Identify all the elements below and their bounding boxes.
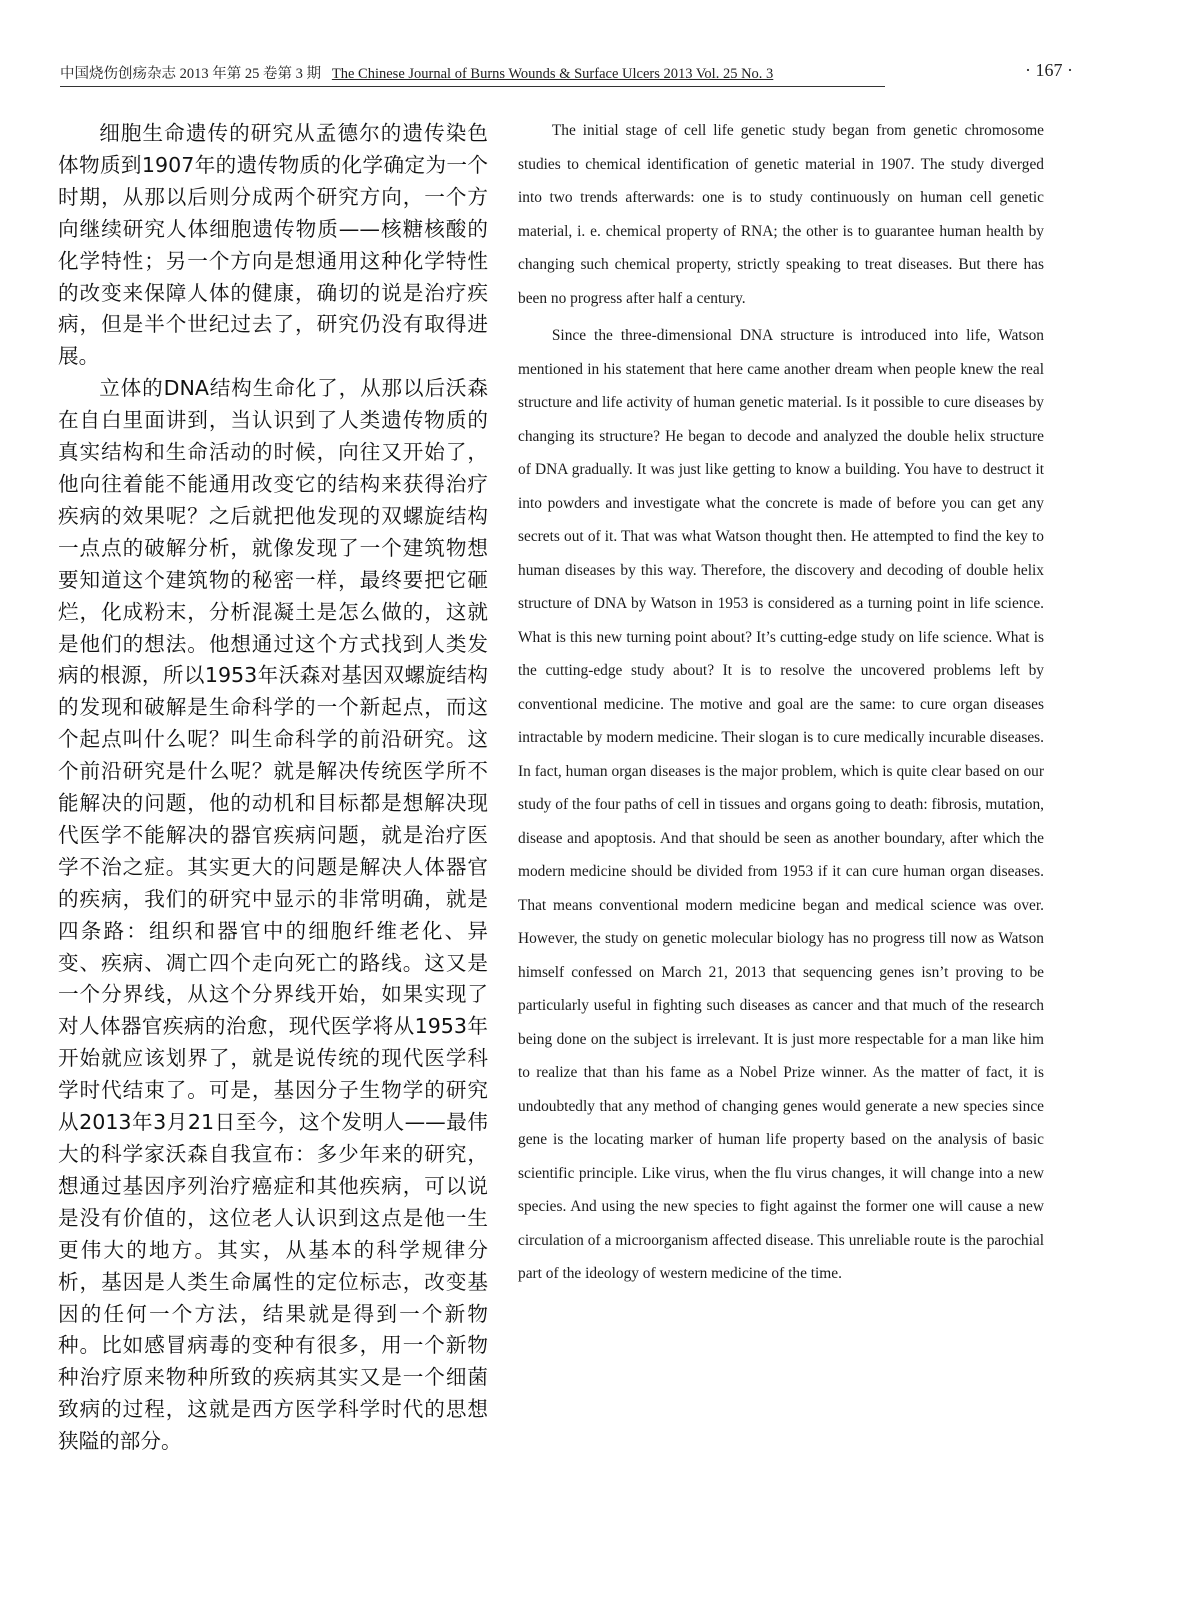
chinese-paragraph-2: 立体的DNA结构生命化了，从那以后沃森在自白里面讲到，当认识到了人类遗传物质的真实结构和生命活动的时候，向往又开始了，他向往着能不能通用改变它的结构来获得治疗疾病的效果呢？之后就把他发现的双螺旋结构一点点的破解分析，就像发现了一个建筑物想要知道这个建筑物的秘密一样，最终要把它砸烂，化成粉末，分析混凝土是怎么做的，这就是他们的想法。他想通过这个方式找到人类发病的根源，所以1953年沃森对基因双螺旋结构的发现和破解是生命科学的一个新起点，而这个起点叫什么呢？叫生命科学的前沿研究。这个前沿研究是什么呢？就是解决传统医学所不能解决的问题，他的动机和目标都是想解决现代医学不能解决的器官疾病问题，就是治疗医学不治之症。其实更大的问题是解决人体器官的疾病，我们的研究中显示的非常明确，就是四条路：组织和器官中的细胞纤维老化、异变、疾病、凋亡四个走向死亡的路线。这又是一个分界线，从这个分界线开始，如果实现了对人体器官疾病的治愈，现代医学将从1953年开始就应该划界了，就是说传统的现代医学科学时代结束了。可是，基因分子生物学的研究从2013年3月21日至今，这个发明人——最伟大的科学家沃森自我宣布：多少年来的研究，想通过基因序列治疗癌症和其他疾病，可以说是没有价值的，这位老人认识到这点是他一生更伟大的地方。其实，从基本的科学规律分析，基因是人类生命属性的定位标志，改变基因的任何一个方法，结果就是得到一个新物种。比如感冒病毒的变种有很多，用一个新物种治疗原来物种所致的疾病其实又是一个细菌致病的过程，这就是西方医学科学时代的思想狭隘的部分。 xyxy=(58,376,488,1454)
chinese-text-column xyxy=(58,118,488,1458)
english-paragraph-1: The initial stage of cell life genetic study began from genetic chromosome studies to chemical identification of genetic material in 1907. The study diverged into two trends afterwards: one is to study continuously on human cell genetic material, i. e. chemical property of RNA; the other is to guarantee human health by changing such chemical property, strictly speaking to treat diseases. But there has been no progress after half a century. xyxy=(518,122,1044,307)
header-en-journal: The Chinese Journal of Burns Wounds & Surface Ulcers 2013 Vol. 25 No. 3 xyxy=(331,66,774,82)
english-text-column xyxy=(518,114,1044,1295)
header-journal-info xyxy=(60,62,773,83)
header-cn-journal: 中国烧伤创疡杂志 2013 年第 25 卷第 3 期 xyxy=(60,66,321,82)
page-number: · 167 · xyxy=(1025,60,1073,80)
header-divider xyxy=(60,86,885,87)
chinese-paragraph-1: 细胞生命遗传的研究从孟德尔的遗传染色体物质到1907年的遗传物质的化学确定为一个时期，从那以后则分成两个研究方向，一个方向继续研究人体细胞遗传物质——核糖核酸的化学特性；另一个方向是想通用这种化学特性的改变来保障人体的健康，确切的说是治疗疾病，但是半个世纪过去了，研究仍没有取得进展。 xyxy=(58,121,488,369)
english-paragraph-2: Since the three-dimensional DNA structure is introduced into life, Watson mentioned in his statement that here came another dream when people knew the real structure and life activity of human genetic material. Is it possible to cure diseases by changing its structure? He began to decode and analyzed the double helix structure of DNA gradually. It was just like getting to know a building. You have to destruct it into powders and investigate what the concrete is made of before you can get any secrets out of it. That was what Watson thought then. He attempted to find the key to human diseases by this way. Therefore, the discovery and decoding of double helix structure of DNA by Watson in 1953 is considered as a turning point in life science. What is this new turning point about? It’s cutting-edge study on life science. What is the cutting-edge study about? It is to resolve the uncovered problems left by conventional medicine. The motive and goal are the same: to cure organ diseases intractable by modern medicine. Their slogan is to cure medically incurable diseases. In fact, human organ diseases is the major problem, which is quite clear based on our study of the four paths of cell in tissues and organs going to death: fibrosis, mutation, disease and apoptosis. And that should be seen as another boundary, after which the modern medicine should be divided from 1953 if it can cure human organ diseases. That means conventional modern medicine began and medical science was over. However, the study on genetic molecular biology has no progress till now as Watson himself confessed on March 21, 2013 that sequencing genes isn’t proving to be particularly useful in fighting such diseases as cancer and that much of the research being done on the subject is irrelevant. It is just more respectable for a man like him to realize that than his fame as a Nobel Prize winner. As the matter of fact, it is undoubtedly that any method of changing genes would generate a new species since gene is the locating marker of human life property based on the analysis of basic scientific principle. Like virus, when the flu virus changes, it will change into a new species. And using the new species to fight against the former one will cause a new circulation of a microorganism affected disease. This unreliable route is the parochial part of the ideology of western medicine of the time. xyxy=(518,327,1044,1282)
running-header xyxy=(60,62,1180,86)
